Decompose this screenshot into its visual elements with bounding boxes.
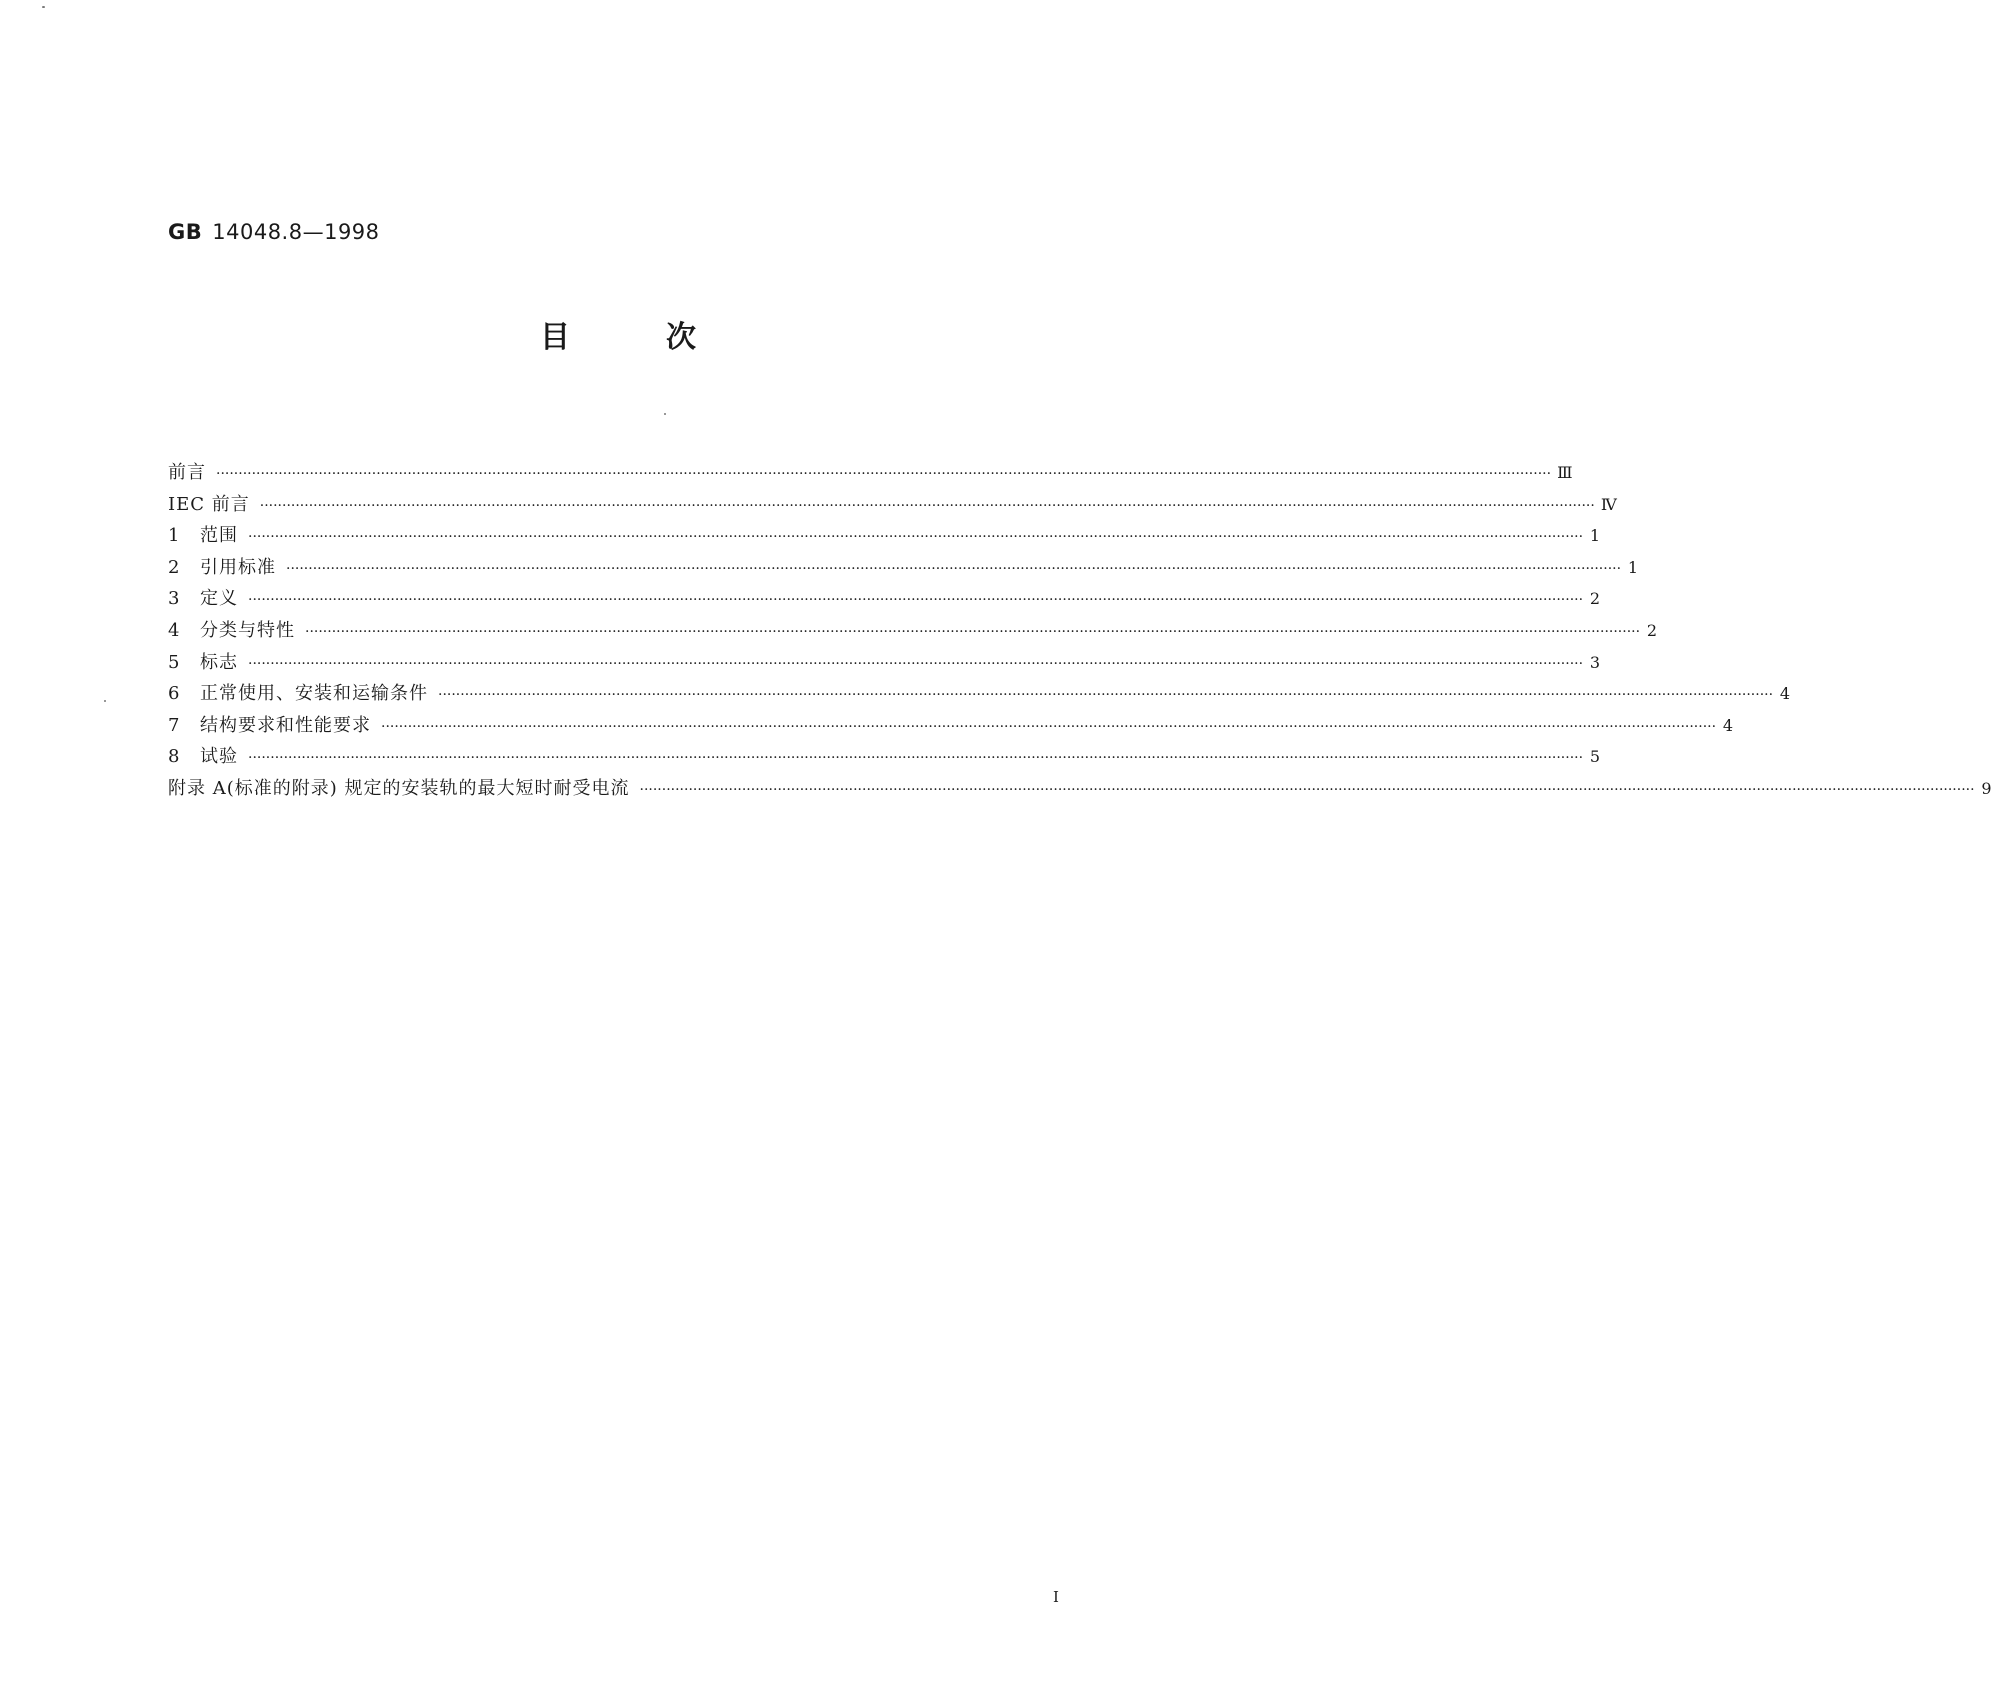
- toc-leader-dots: ············································································································································································································································································································: [248, 592, 1584, 609]
- toc-entry-number: 1: [168, 525, 181, 547]
- toc-entry-label: 定义: [200, 588, 238, 610]
- toc-entry-label: 标志: [200, 651, 238, 673]
- toc-entry-page: Ⅲ: [1557, 463, 1574, 482]
- toc-entry-annex-a[interactable]: [168, 774, 1993, 806]
- toc-entry-label: 附录 A(标准的附录) 规定的安装轨的最大短时耐受电流: [168, 777, 630, 799]
- toc-entry-page: Ⅳ: [1600, 494, 1618, 514]
- toc-entry-label: 分类与特性: [200, 619, 295, 641]
- toc-entry-page: 2: [1646, 620, 1659, 640]
- toc-entry-page: 4: [1722, 715, 1735, 735]
- toc-entry-number: 8: [168, 746, 181, 768]
- toc-leader-dots: ············································································································································································································································································································: [381, 718, 1717, 735]
- toc-entry-preface[interactable]: [168, 458, 1574, 490]
- table-of-contents: [168, 458, 1993, 806]
- toc-entry-tests[interactable]: [168, 742, 1602, 774]
- toc-entry-classification[interactable]: [168, 616, 1659, 648]
- toc-leader-dots: ············································································································································································································································································································: [248, 655, 1584, 672]
- toc-entry-references[interactable]: [168, 553, 1640, 585]
- toc-entry-label: IEC 前言: [168, 493, 250, 515]
- toc-entry-page: 1: [1627, 557, 1640, 577]
- toc-leader-dots: ············································································································································································································································································································: [305, 623, 1641, 640]
- toc-entry-number: 7: [168, 714, 181, 736]
- toc-leader-dots: ············································································································································································································································································································: [259, 497, 1595, 514]
- toc-entry-number: 4: [168, 619, 181, 641]
- toc-leader-dots: ············································································································································································································································································································: [216, 466, 1552, 482]
- toc-entry-page: 4: [1779, 684, 1792, 704]
- toc-entry-number: 3: [168, 588, 181, 610]
- toc-entry-number: 2: [168, 556, 181, 578]
- toc-entry-page: 5: [1589, 747, 1602, 767]
- toc-entry-requirements[interactable]: [168, 711, 1735, 743]
- toc-title: 目次: [540, 320, 792, 355]
- toc-entry-number: 5: [168, 651, 181, 673]
- toc-entry-marking[interactable]: [168, 648, 1602, 680]
- standard-number: 14048.8—1998: [212, 220, 380, 244]
- standard-header: [168, 220, 380, 244]
- toc-entry-page: 2: [1589, 589, 1602, 609]
- toc-entry-page: 3: [1589, 652, 1602, 672]
- scan-speck: [104, 700, 106, 702]
- page-number: I: [1053, 1588, 1059, 1606]
- toc-entry-page: 1: [1589, 526, 1602, 546]
- standard-prefix: GB: [168, 220, 203, 244]
- toc-entry-conditions[interactable]: [168, 679, 1792, 711]
- toc-entry-label: 试验: [200, 746, 238, 768]
- scan-speck: [664, 413, 666, 415]
- toc-leader-dots: ············································································································································································································································································································: [438, 687, 1774, 704]
- toc-entry-label: 前言: [168, 462, 206, 483]
- toc-entry-label: 正常使用、安装和运输条件: [200, 683, 428, 705]
- toc-leader-dots: ············································································································································································································································································································: [639, 781, 1975, 798]
- toc-entry-iec-preface[interactable]: [168, 490, 1618, 522]
- toc-entry-definitions[interactable]: [168, 584, 1602, 616]
- toc-entry-label: 结构要求和性能要求: [200, 714, 371, 736]
- toc-leader-dots: ············································································································································································································································································································: [248, 750, 1584, 767]
- toc-entry-label: 范围: [200, 525, 238, 547]
- toc-entry-page: 9: [1981, 778, 1993, 798]
- toc-leader-dots: ············································································································································································································································································································: [286, 560, 1622, 577]
- toc-leader-dots: ············································································································································································································································································································: [248, 529, 1584, 546]
- toc-entry-label: 引用标准: [200, 556, 276, 578]
- scan-speck: [42, 6, 45, 8]
- toc-entry-scope[interactable]: [168, 521, 1602, 553]
- toc-entry-number: 6: [168, 683, 181, 705]
